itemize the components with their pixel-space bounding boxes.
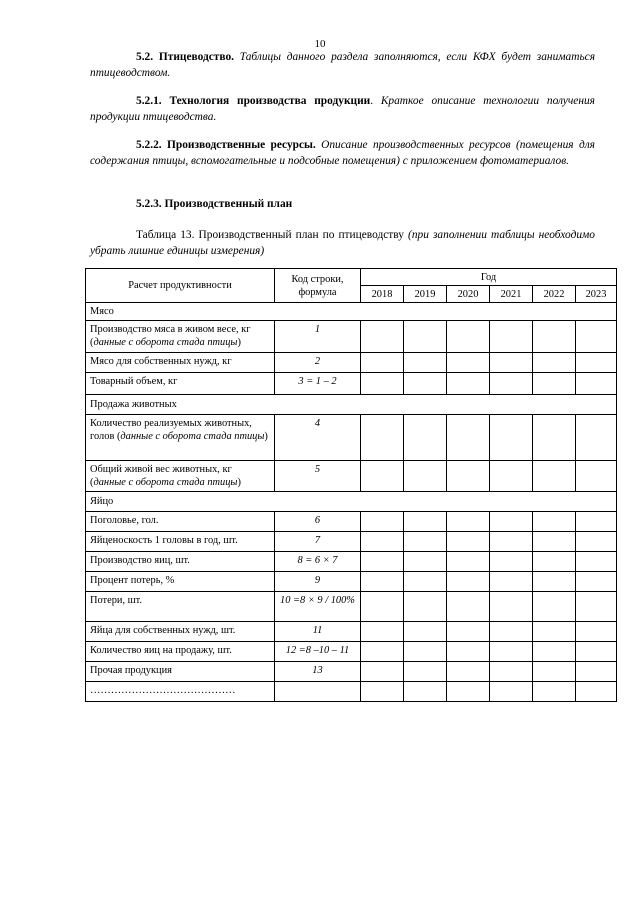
year-value-cell[interactable] — [490, 622, 533, 642]
header-code: Код строки, формула — [275, 269, 361, 303]
section-5-2-1-number: 5.2.1. — [136, 95, 162, 107]
year-value-cell[interactable] — [533, 461, 576, 492]
year-value-cell[interactable] — [533, 662, 576, 682]
row-code: 7 — [275, 532, 361, 552]
table-row — [86, 461, 617, 492]
year-value-cell[interactable] — [404, 532, 447, 552]
year-value-cell[interactable] — [404, 321, 447, 353]
year-value-cell[interactable] — [576, 622, 617, 642]
row-label-text: Потери, шт. — [90, 595, 143, 606]
table-caption — [90, 228, 595, 259]
year-value-cell[interactable] — [490, 532, 533, 552]
year-value-cell[interactable] — [361, 321, 404, 353]
section-row — [86, 662, 617, 682]
row-code — [275, 682, 361, 702]
year-value-cell[interactable] — [361, 373, 404, 395]
row-code: 8 = 6 × 7 — [275, 552, 361, 572]
row-label-text: Прочая продукция — [90, 665, 172, 676]
section-5-2-2-title: Производственные ресурсы. — [167, 139, 316, 151]
table-row — [86, 682, 617, 702]
year-value-cell[interactable] — [490, 353, 533, 373]
row-label: Количество реализуемых животных, голов (данные с оборота стада птицы) — [86, 415, 275, 461]
year-value-cell[interactable] — [361, 682, 404, 702]
row-label — [86, 552, 275, 572]
section-5-2-1-text: Краткое описание технологии получения продукции птицеводства. — [90, 95, 595, 123]
row-code: 12 =8 –10 – 11 — [275, 642, 361, 662]
year-value-cell[interactable] — [576, 532, 617, 552]
year-value-cell[interactable] — [404, 622, 447, 642]
section-5-2-text: Таблицы данного раздела заполняются, если КФХ будет заниматься птицеводством. — [90, 51, 596, 79]
year-value-cell[interactable] — [447, 662, 490, 682]
section-5-2-title: Птицеводство. — [158, 51, 234, 63]
year-value-cell[interactable] — [447, 532, 490, 552]
year-value-cell[interactable] — [361, 461, 404, 492]
section-5-2-2-number: 5.2.2. — [136, 139, 162, 151]
year-value-cell[interactable] — [447, 592, 490, 622]
year-value-cell[interactable] — [533, 592, 576, 622]
year-value-cell[interactable] — [361, 662, 404, 682]
row-label — [86, 662, 275, 682]
row-label — [86, 622, 275, 642]
row-label — [86, 682, 275, 702]
year-value-cell[interactable] — [404, 572, 447, 592]
year-value-cell[interactable] — [404, 461, 447, 492]
year-value-cell[interactable] — [404, 353, 447, 373]
year-value-cell[interactable] — [490, 415, 533, 461]
year-value-cell[interactable] — [361, 415, 404, 461]
production-plan-table — [85, 268, 617, 702]
year-value-cell[interactable] — [576, 321, 617, 353]
header-year-2020: 2020 — [447, 286, 490, 303]
year-value-cell[interactable] — [533, 682, 576, 702]
header-year-2022: 2022 — [533, 286, 576, 303]
year-value-cell[interactable] — [447, 373, 490, 395]
year-value-cell[interactable] — [490, 321, 533, 353]
row-label-text: Процент потерь, % — [90, 575, 175, 586]
row-label — [86, 373, 275, 395]
section-5-2-number: 5.2. — [136, 51, 154, 63]
table-row — [86, 415, 617, 461]
year-value-cell[interactable] — [447, 512, 490, 532]
year-value-cell[interactable] — [447, 552, 490, 572]
section-row — [86, 492, 617, 512]
year-value-cell[interactable] — [490, 552, 533, 572]
row-label: Общий живой вес животных, кг (данные с оборота стада птицы) — [86, 461, 275, 492]
section-row — [86, 303, 617, 321]
row-label — [86, 532, 275, 552]
section-5-2-2 — [90, 138, 595, 169]
row-label-text: Товарный объем, кг — [90, 376, 178, 387]
section-label: Продажа животных — [86, 395, 617, 415]
section-5-2-3 — [90, 197, 595, 213]
row-label — [86, 512, 275, 532]
year-value-cell[interactable] — [576, 682, 617, 702]
section-row — [86, 395, 617, 415]
row-code: 2 — [275, 353, 361, 373]
year-value-cell[interactable] — [361, 572, 404, 592]
year-value-cell[interactable] — [576, 642, 617, 662]
year-value-cell[interactable] — [533, 622, 576, 642]
year-value-cell[interactable] — [490, 461, 533, 492]
year-value-cell[interactable] — [447, 415, 490, 461]
year-value-cell[interactable] — [576, 572, 617, 592]
year-value-cell[interactable] — [533, 353, 576, 373]
year-value-cell[interactable] — [447, 682, 490, 702]
row-label-text: Количество яиц на продажу, шт. — [90, 645, 232, 656]
year-value-cell[interactable] — [404, 512, 447, 532]
row-label-text: Количество реализуемых животных, голов — [90, 418, 252, 442]
year-value-cell[interactable] — [490, 642, 533, 662]
section-5-2-1-title: Технология производства продукции — [169, 95, 371, 107]
year-value-cell[interactable] — [533, 512, 576, 532]
year-value-cell[interactable] — [490, 592, 533, 622]
row-code: 1 — [275, 321, 361, 353]
year-value-cell[interactable] — [361, 592, 404, 622]
year-value-cell[interactable] — [576, 461, 617, 492]
year-value-cell[interactable] — [447, 321, 490, 353]
table-row — [86, 321, 617, 353]
row-label-text: Производство яиц, шт. — [90, 555, 190, 566]
year-value-cell[interactable] — [361, 622, 404, 642]
row-code: 11 — [275, 622, 361, 642]
year-value-cell[interactable] — [533, 415, 576, 461]
header-year-2023: 2023 — [576, 286, 617, 303]
row-label-text: Мясо для собственных нужд, кг — [90, 356, 232, 367]
year-value-cell[interactable] — [533, 552, 576, 572]
year-value-cell[interactable] — [533, 321, 576, 353]
year-value-cell[interactable] — [533, 532, 576, 552]
table-caption-text: Таблица 13. Производственный план по птицеводству — [136, 229, 404, 241]
row-note: данные с оборота стада птицы — [93, 337, 238, 348]
row-label-text: Яйца для собственных нужд, шт. — [90, 625, 236, 636]
year-value-cell[interactable] — [404, 642, 447, 662]
table-row — [86, 622, 617, 642]
year-value-cell[interactable] — [404, 373, 447, 395]
table-row — [86, 512, 617, 532]
row-note: данные с оборота стада птицы — [120, 431, 265, 442]
year-value-cell[interactable] — [576, 662, 617, 682]
year-value-cell[interactable] — [404, 662, 447, 682]
row-label — [86, 592, 275, 622]
section-label: Яйцо — [86, 492, 617, 512]
year-value-cell[interactable] — [576, 415, 617, 461]
row-code: 10 =8 × 9 / 100% — [275, 592, 361, 622]
header-year: Год — [361, 269, 617, 286]
year-value-cell[interactable] — [361, 642, 404, 662]
year-value-cell[interactable] — [490, 662, 533, 682]
year-value-cell[interactable] — [490, 572, 533, 592]
row-label-text: Общий живой вес животных, кг — [90, 464, 232, 475]
year-value-cell[interactable] — [576, 353, 617, 373]
table-row — [86, 592, 617, 622]
year-value-cell[interactable] — [404, 682, 447, 702]
table-body — [86, 303, 617, 702]
year-value-cell[interactable] — [576, 552, 617, 572]
row-note: данные с оборота стада птицы — [93, 477, 238, 488]
year-value-cell[interactable] — [576, 373, 617, 395]
row-label — [86, 572, 275, 592]
row-label-text: Поголовье, гол. — [90, 515, 159, 526]
year-value-cell[interactable] — [490, 512, 533, 532]
row-code: 5 — [275, 461, 361, 492]
row-code: 4 — [275, 415, 361, 461]
year-value-cell[interactable] — [576, 512, 617, 532]
year-value-cell[interactable] — [361, 353, 404, 373]
year-value-cell[interactable] — [490, 373, 533, 395]
table-row — [86, 572, 617, 592]
year-value-cell[interactable] — [361, 532, 404, 552]
row-label-text: …………………………………… — [90, 685, 236, 696]
page-number: 10 — [314, 38, 326, 50]
section-5-2-2-text: Описание производственных ресурсов (помещения для содержания птицы, вспомогательные и подсобные помещения) с приложением фотоматериалов. — [90, 139, 595, 167]
year-value-cell[interactable] — [447, 572, 490, 592]
table-row — [86, 353, 617, 373]
section-label: Мясо — [86, 303, 617, 321]
year-value-cell[interactable] — [447, 622, 490, 642]
year-value-cell[interactable] — [533, 572, 576, 592]
year-value-cell[interactable] — [404, 552, 447, 572]
row-code: 13 — [275, 662, 361, 682]
year-value-cell[interactable] — [533, 642, 576, 662]
table-row — [86, 642, 617, 662]
table-row — [86, 373, 617, 395]
year-value-cell[interactable] — [447, 642, 490, 662]
row-label-text: Яйценоскость 1 головы в год, шт. — [90, 535, 238, 546]
year-value-cell[interactable] — [576, 592, 617, 622]
header-year-2019: 2019 — [404, 286, 447, 303]
row-code: 3 = 1 – 2 — [275, 373, 361, 395]
header-year-2021: 2021 — [490, 286, 533, 303]
year-value-cell[interactable] — [490, 682, 533, 702]
table-row — [86, 532, 617, 552]
row-code: 9 — [275, 572, 361, 592]
year-value-cell[interactable] — [361, 512, 404, 532]
section-5-2-3-title: 5.2.3. Производственный план — [136, 198, 293, 210]
row-code: 6 — [275, 512, 361, 532]
year-value-cell[interactable] — [404, 415, 447, 461]
row-label: Производство мяса в живом весе, кг (данные с оборота стада птицы) — [86, 321, 275, 353]
year-value-cell[interactable] — [447, 461, 490, 492]
row-label — [86, 642, 275, 662]
year-value-cell[interactable] — [447, 353, 490, 373]
header-year-2018: 2018 — [361, 286, 404, 303]
row-label — [86, 353, 275, 373]
section-5-2-1: 5.2.1. Технология производства продукции. Краткое описание технологии получения продукции птицеводства. — [90, 95, 595, 123]
table-caption-note: (при заполнении таблицы необходимо убрать лишние единицы измерения) — [90, 229, 595, 257]
section-5-2 — [90, 50, 595, 81]
year-value-cell[interactable] — [404, 592, 447, 622]
header-productivity: Расчет продуктивности — [86, 269, 275, 303]
year-value-cell[interactable] — [533, 373, 576, 395]
table-row — [86, 552, 617, 572]
year-value-cell[interactable] — [361, 552, 404, 572]
row-label-text: Производство мяса в живом весе, кг — [90, 324, 251, 335]
